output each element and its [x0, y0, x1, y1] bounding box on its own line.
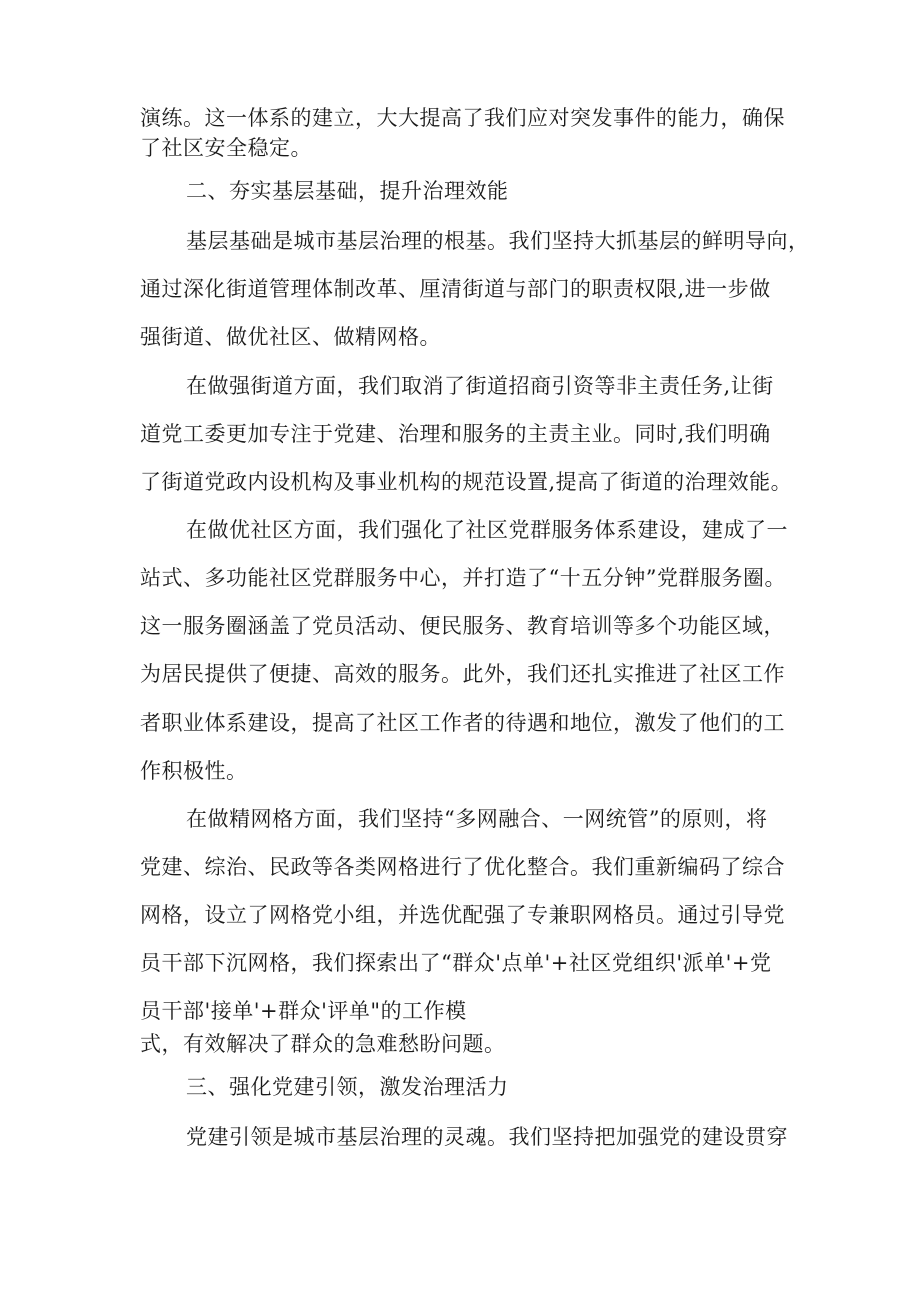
- text-line: 在做强街道方面，我们取消了街道招商引资等非主责任务,让街: [186, 374, 774, 398]
- text-line: 员干部'接单'+群众'评单"的工作模: [140, 999, 467, 1023]
- text-line: 演练。这一体系的建立，大大提高了我们应对突发事件的能力，确保: [140, 106, 785, 130]
- text-line: 基层基础是城市基层治理的根基。我们坚持大抓基层的鲜明导向，: [186, 229, 810, 253]
- section-heading-3: 三、强化党建引领，激发治理活力: [186, 1075, 509, 1099]
- text-line: 员干部下沉网格，我们探索出了“群众'点单'+社区党组织'派单'+党: [140, 951, 772, 975]
- text-line: 在做精网格方面，我们坚持“多网融合、一网统管”的原则，将: [186, 807, 768, 831]
- text-line: 道党工委更加专注于党建、治理和服务的主责主业。同时,我们明确: [140, 422, 771, 446]
- text-line: 了社区安全稳定。: [140, 136, 312, 160]
- text-line: 式，有效解决了群众的急难愁盼问题。: [140, 1032, 506, 1056]
- text-line: 者职业体系建设，提高了社区工作者的待遇和地位，激发了他们的工: [140, 711, 785, 735]
- text-line: 为居民提供了便捷、高效的服务。此外，我们还扎实推进了社区工作: [140, 662, 785, 686]
- text-line: 了街道党政内设机构及事业机构的规范设置,提高了街道的治理效能。: [140, 470, 793, 494]
- section-heading-2: 二、夯实基层基础，提升治理效能: [186, 179, 509, 203]
- text-line: 作积极性。: [140, 759, 248, 783]
- text-line: 网格，设立了网格党小组，并选优配强了专兼职网格员。通过引导党: [140, 903, 785, 927]
- text-line: 强街道、做优社区、做精网格。: [140, 325, 441, 349]
- text-line: 通过深化街道管理体制改革、厘清街道与部门的职责权限,进一步做: [140, 277, 771, 301]
- text-line: 党建、综治、民政等各类网格进行了优化整合。我们重新编码了综合: [140, 855, 785, 879]
- text-line: 站式、多功能社区党群服务中心，并打造了“十五分钟”党群服务圈。: [140, 566, 786, 590]
- text-line: 这一服务圈涵盖了党员活动、便民服务、教育培训等多个功能区域，: [140, 614, 785, 638]
- text-line: 党建引领是城市基层治理的灵魂。我们坚持把加强党的建设贯穿: [186, 1125, 788, 1149]
- text-line: 在做优社区方面，我们强化了社区党群服务体系建设，建成了一: [186, 518, 788, 542]
